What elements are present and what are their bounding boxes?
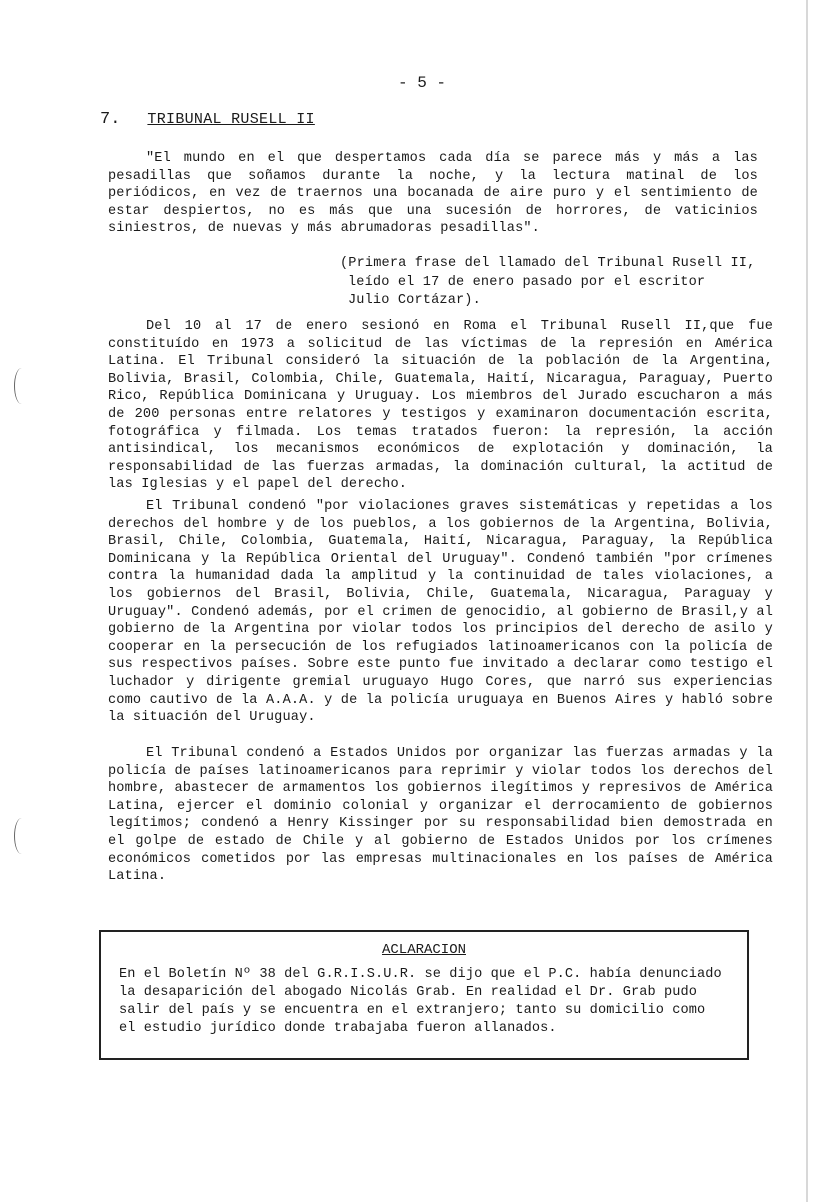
paragraph-text: El Tribunal condenó a Estados Unidos por organizar las fuerzas armadas y la policía de países latinoamericanos para reprimir y violar todos los derechos del hombre, abastecer de armamentos los gobiernos ilegítimos y represivos de América Latina, ejercer el dominio colonial y organizar el derrocamiento de gobiernos legítimos; condenó a Henry Kissinger por su responsabilidad bien demostrada en el golpe de estado de Chile y al gobierno de Estados Unidos por los crímenes económicos cometidos por las empresas multinacionales en los países de América Latina. <box>108 746 773 885</box>
attribution-line: (Primera frase del llamado del Tribunal Rusell II, <box>340 256 756 271</box>
paragraph-text: Del 10 al 17 de enero sesionó en Roma el Tribunal Rusell II,que fue constituído en 1973 a solicitud de las víctimas de la represión en América Latina. El Tribunal consideró la situación de la población de la Argentina, Bolivia, Brasil, Colombia, Chile, Guatemala, Haití, Nicaragua, Paraguay, Puerto Rico, República Dominicana y Uruguay. Los miembros del Jurado escucharon a más de 200 personas entre relatores y testigos y examinaron documentación escrita, fotográfica y filmada. Los temas tratados fueron: la represión, la acción antisindical, los mecanismos económicos de explotación y dominación, la responsabilidad de las fuerzas armadas, la dominación cultural, la actitud de las Iglesias y el papel del derecho. <box>108 319 773 493</box>
attribution-line: Julio Cortázar). <box>348 293 481 308</box>
section-number: 7. <box>100 110 121 129</box>
page-edge-line <box>806 0 808 1202</box>
clarification-text: En el Boletín Nº 38 del G.R.I.S.U.R. se dijo que el P.C. había denunciado la desaparición del abogado Nicolás Grab. En realidad el Dr. Grab pudo salir del país y se encuentra en el extranjero; tanto su domicilio como el estudio jurídico donde trabajaba fueron allanados. <box>119 967 722 1036</box>
body-paragraph <box>108 498 773 727</box>
page-number: - 5 - <box>398 74 447 92</box>
body-paragraph <box>108 318 773 494</box>
attribution-line: leído el 17 de enero pasado por el escritor <box>348 274 706 290</box>
body-paragraph <box>108 745 773 886</box>
paragraph-text: El Tribunal condenó "por violaciones graves sistemáticas y repetidas a los derechos del hombre y de los pueblos, a los gobiernos de la Argentina, Bolivia, Brasil, Chile, Colombia, Guatemala, Haití, Nicaragua, Paraguay, la República Dominicana y la República Oriental del Uruguay". Condenó también "por crímenes contra la humanidad dada la amplitud y la continuidad de tales violaciones, a los gobiernos del Brasil, Bolivia, Chile, Guatemala, Nicaragua, Paraguay y Uruguay". Condenó además, por el crimen de genocidio, al gobierno de Brasil,y al gobierno de la Argentina por violar todos los principios del derecho de asilo y cooperar en la persecución de los refugiados latinoamericanos con la policía de sus respectivos países. Sobre este punto fue invitado a declarar como testigo el luchador y dirigente gremial uruguayo Hugo Cores, que narró sus experiencias como cautivo de la A.A.A. y de la policía uruguaya en Buenos Aires y habló sobre la situación del Uruguay. <box>108 499 773 726</box>
margin-mark <box>14 818 29 854</box>
clarification-title: ACLARACION <box>381 942 466 958</box>
opening-quote <box>108 150 758 238</box>
section-title: TRIBUNAL RUSELL II <box>147 111 315 128</box>
section-heading <box>100 110 315 129</box>
quote-text: "El mundo en el que despertamos cada día se parece más y más a las pesadillas que soñamos durante la noche, y la lectura matinal de los periódicos, en vez de traernos una bocanada de aire puro y el sentimiento de estar despiertos, no es más que una sucesión de horrores, de vaticinios siniestros, de nuevas y más abrumadoras pesadillas". <box>108 151 758 237</box>
quote-attribution <box>340 255 770 311</box>
margin-mark <box>14 368 29 404</box>
clarification-box <box>99 930 749 1060</box>
